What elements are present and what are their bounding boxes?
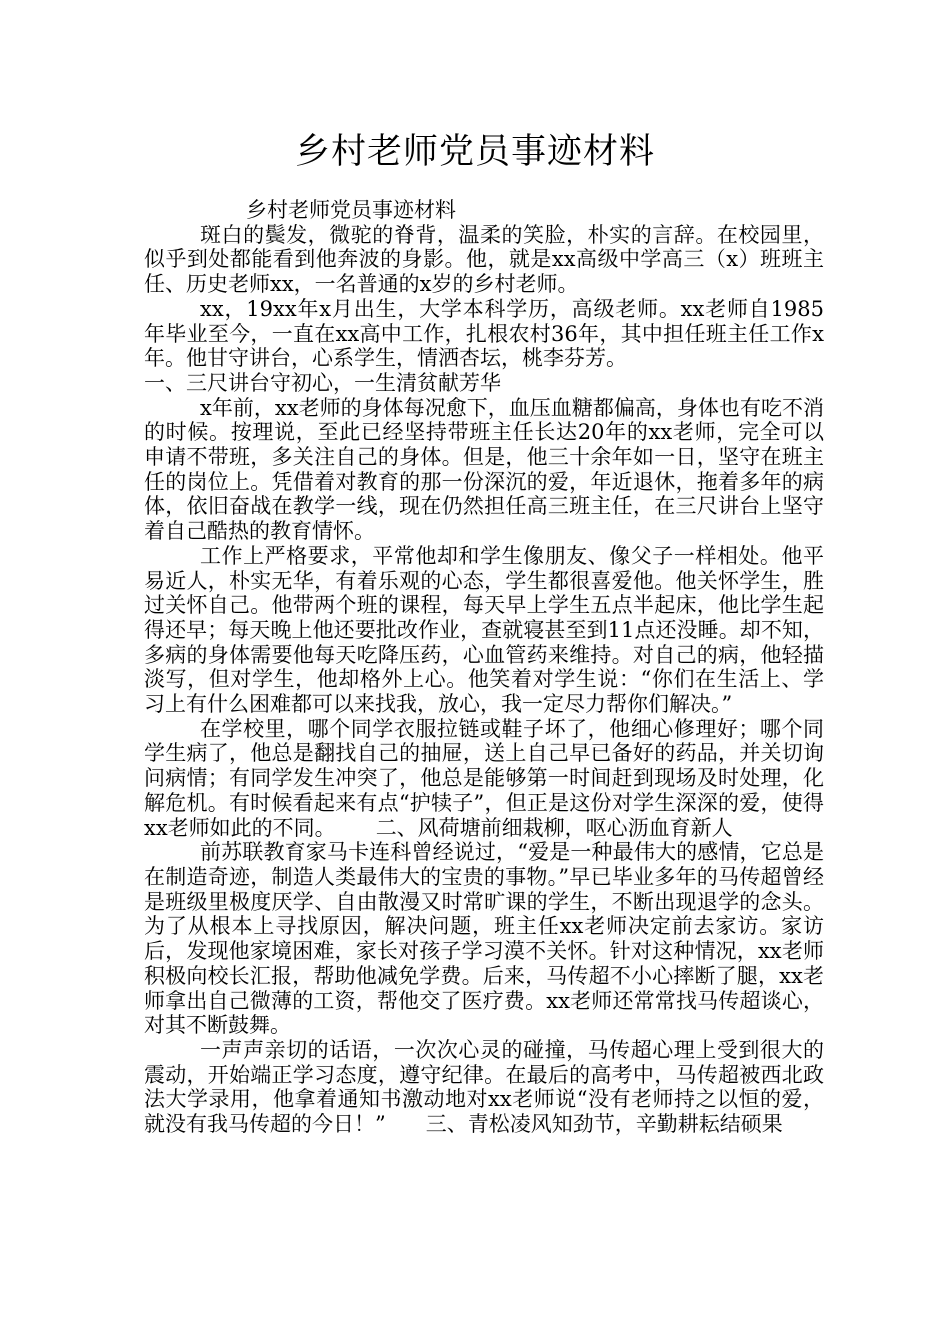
section2-paragraph-1: 前苏联教育家马卡连科曾经说过，“爱是一种最伟大的感情，它总是在制造奇迹，制造人类最伟大的宝贵的事物。”早已毕业多年的马传超曾经是班级里极度厌学、自由散漫又时常旷课的学生，不断出现退学的念头。为了从根本上寻找原因，解决问题，班主任xx老师决定前去家访。家访后，发现他家境困难，家长对孩子学习漠不关怀。针对这种情况，xx老师积极向校长汇报，帮助他减免学费。后来，马传超不小心摔断了腿，xx老师拿出自己微薄的工资，帮他交了医疗费。xx老师还常常找马传超谈心，对其不断鼓舞。 — [144, 840, 824, 1038]
intro-paragraph-1: 斑白的鬓发，微驼的脊背，温柔的笑脸，朴实的言辞。在校园里，似乎到处都能看到他奔波的身影。他，就是xx高级中学高三（x）班班主任、历史老师xx，一名普通的x岁的乡村老师。 — [144, 222, 824, 297]
section2-paragraph-2-text: 一声声亲切的话语，一次次心灵的碰撞，马传超心理上受到很大的震动，开始端正学习态度，遵守纪律。在最后的高考中，马传超被西北政法大学录用，他拿着通知书激动地对xx老师说“没有老师持之以恒的爱，就没有我马传超的今日！” — [144, 1037, 824, 1137]
section-heading-2: 二、风荷塘前细栽柳，呕心沥血育新人 — [375, 815, 733, 840]
section1-paragraph-3-text: 在学校里，哪个同学衣服拉链或鞋子坏了，他细心修理好；哪个同学生病了，他总是翻找自己的抽屉，送上自己早已备好的药品，并关切询问病情；有同学发生冲突了，他总是能够第一时间赶到现场及时处理，化解危机。有时候看起来有点“护犊子”，但正是这份对学生深深的爱，使得xx老师如此的不同。 — [144, 716, 824, 840]
section1-paragraph-3 — [144, 717, 824, 841]
document-subtitle: 乡村老师党员事迹材料 — [246, 198, 456, 222]
document-body — [144, 198, 824, 1137]
intro-paragraph-2: xx，19xx年x月出生，大学本科学历，高级老师。xx老师自1985年毕业至今，一直在xx高中工作，扎根农村36年，其中担任班主任工作x年。他甘守讲台，心系学生，情洒杏坛，桃李芬芳。 — [144, 296, 824, 371]
section2-paragraph-2 — [144, 1038, 824, 1137]
section-heading-1: 一、三尺讲台守初心，一生清贫献芳华 — [144, 370, 501, 395]
section1-paragraph-2: 工作上严格要求，平常他却和学生像朋友、像父子一样相处。他平易近人，朴实无华，有着乐观的心态，学生都很喜爱他。他关怀学生，胜过关怀自己。他带两个班的课程，每天早上学生五点半起床，他比学生起得还早；每天晚上他还要批改作业，查就寝甚至到11点还没睡。却不知，多病的身体需要他每天吃降压药，心血管药来维持。对自己的病，他轻描淡写，但对学生，他却格外上心。他笑着对学生说：“你们在生活上、学习上有什么困难都可以来找我，放心，我一定尽力帮你们解决。” — [144, 543, 824, 717]
section-heading-3: 三、青松凌风知劲节，辛勤耕耘结硕果 — [425, 1112, 783, 1137]
section1-paragraph-1: x年前，xx老师的身体每况愈下，血压血糖都偏高，身体也有吃不消的时候。按理说，至此已经坚持带班主任长达20年的xx老师，完全可以申请不带班，多关注自己的身体。但是，他三十余年如一日，坚守在班主任的岗位上。凭借着对教育的那一份深沉的爱，年近退休，拖着多年的病体，依旧奋战在教学一线，现在仍然担任高三班主任，在三尺讲台上坚守着自己酷热的教育情怀。 — [144, 395, 824, 544]
document-title: 乡村老师党员事迹材料 — [294, 132, 655, 172]
